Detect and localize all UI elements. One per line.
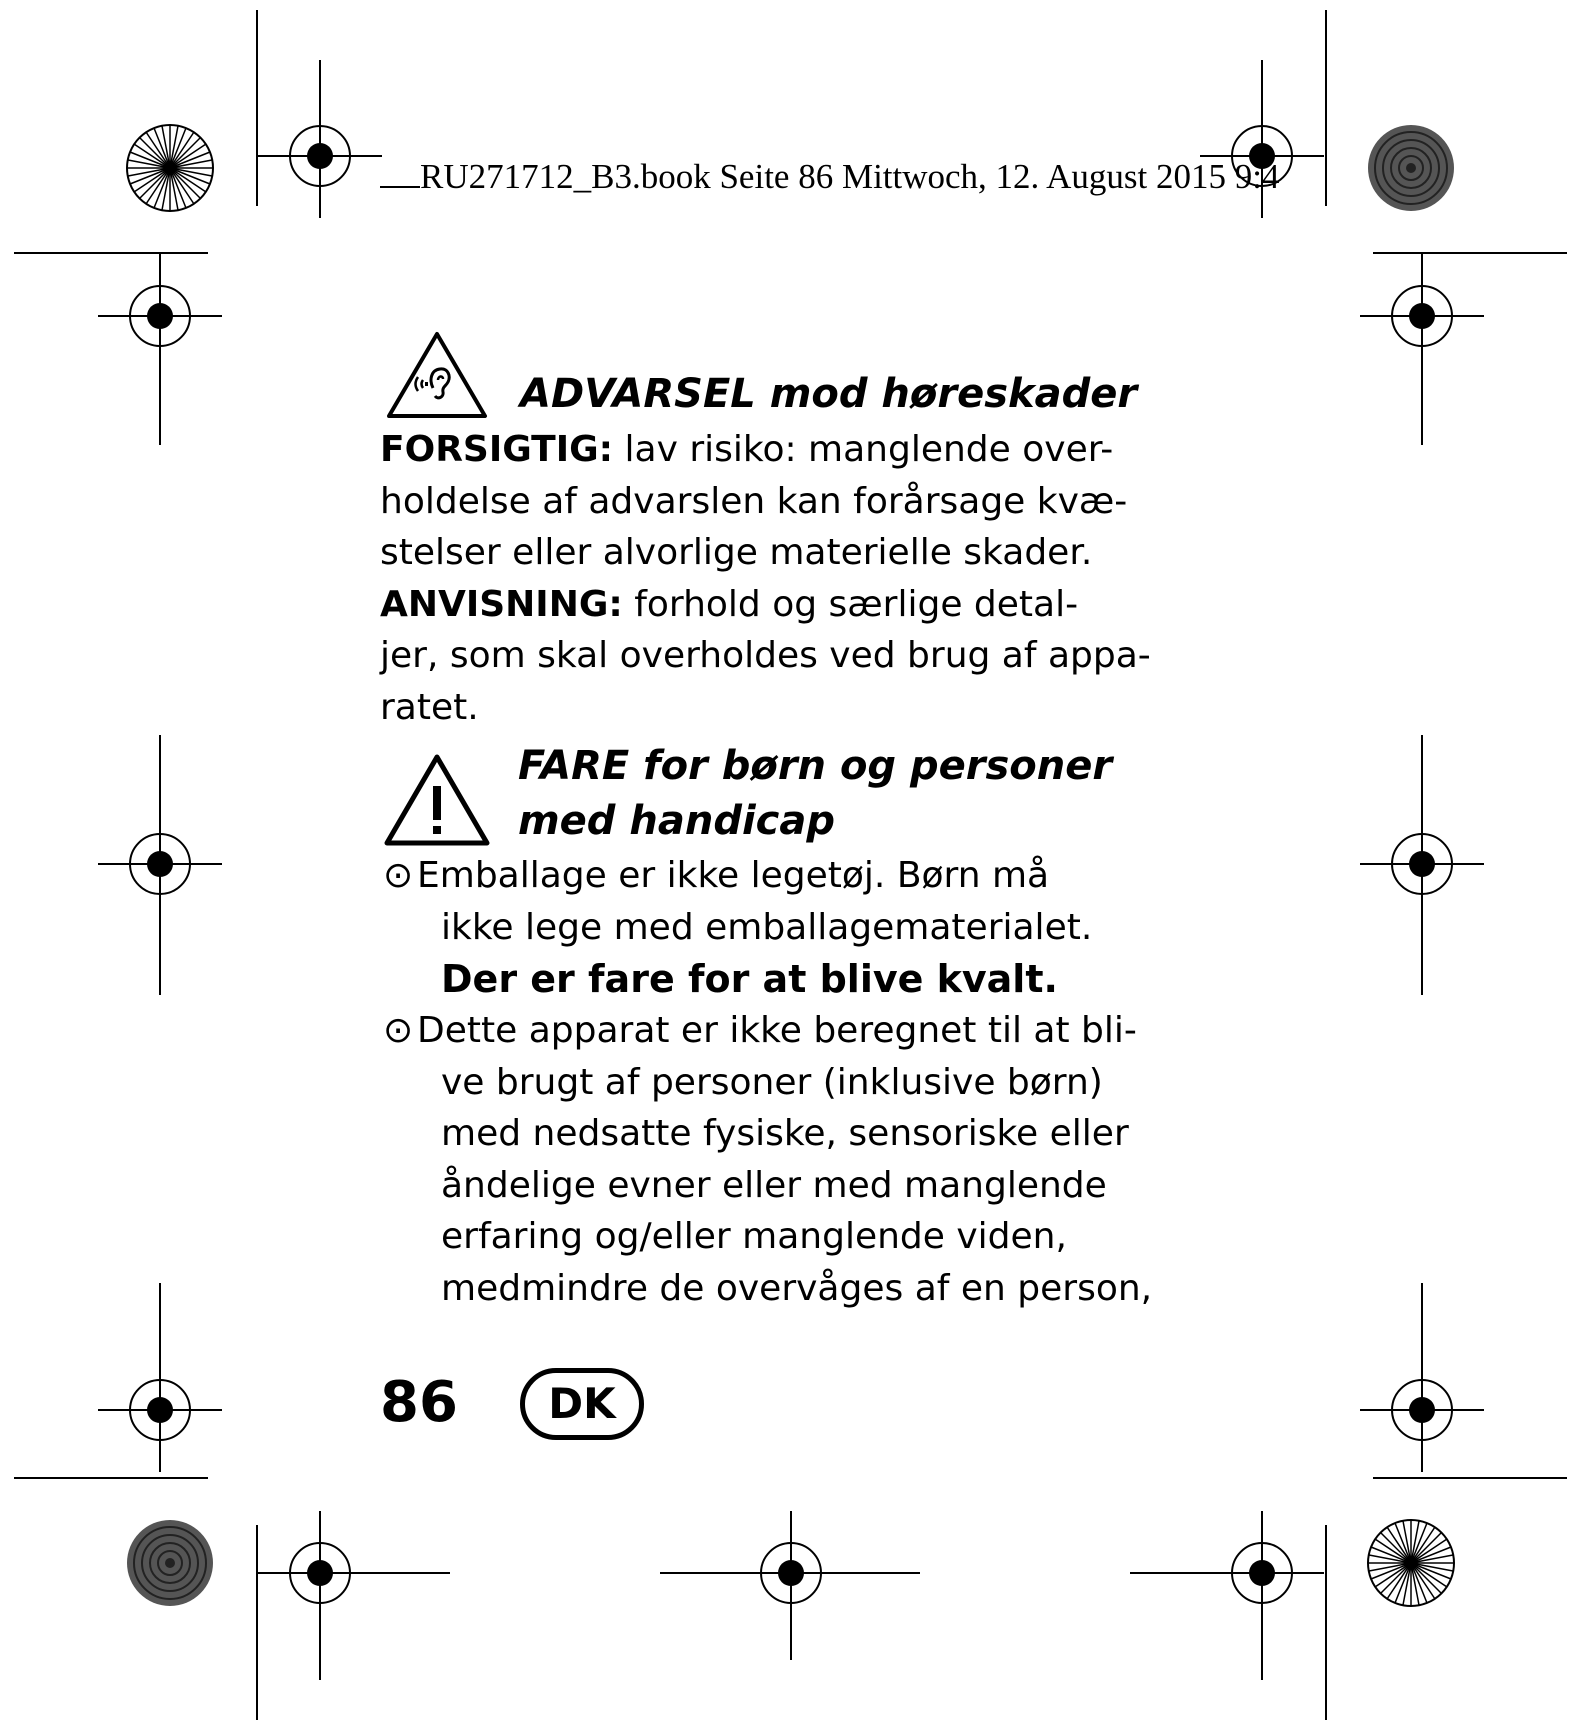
bullet1-text-1: Emballage er ikke legetøj. Børn må [417,855,1050,896]
bullet-icon: ⊙ [383,855,414,896]
exclamation-warning-icon [383,752,491,848]
section1-text-4: forhold og særlige detal- [622,584,1079,625]
anvisning-label: ANVISNING: [380,584,623,625]
section1-line-2: holdelse af advarslen kan forårsage kvæ- [380,481,1128,522]
section1-line-4 [380,579,1078,631]
slug-text: RU271712_B3.book Seite 86 Mittwoch, 12. August 2015 9:4 [420,157,1280,196]
forsigtig-label: FORSIGTIG: [380,429,614,470]
print-slug-header [380,152,1380,202]
ear-warning-icon [385,330,489,420]
section2-title-line1: FARE for børn og personer [518,743,1113,789]
section1-line-3: stelser eller alvorlige materielle skader. [380,532,1093,573]
section1-line-5: jer, som skal overholdes ved brug af appa- [380,635,1151,676]
bullet-icon: ⊙ [383,1010,414,1051]
section1-line-1 [380,424,1113,476]
language-badge: DK [520,1368,644,1440]
bullet2-line-3: med nedsatte fysiske, sensoriske eller [441,1113,1129,1154]
bullet1-line-2: ikke lege med emballagematerialet. [441,907,1093,948]
bullet2-line-1 [383,1005,1137,1057]
section1-line-6: ratet. [380,687,479,728]
section1-text-1: lav risiko: manglende over- [613,429,1114,470]
section1-title: ADVARSEL mod høreskader [520,371,1138,417]
bullet2-line-5: erfaring og/eller manglende viden, [441,1216,1067,1257]
slug-underscore [380,152,420,188]
section2-title-line2: med handicap [518,798,835,844]
bullet2-line-6: medmindre de overvåges af en person, [441,1268,1153,1309]
bullet1-line-1 [383,850,1049,902]
bullet2-line-4: åndelige evner eller med manglende [441,1165,1107,1206]
bullet2-text-1: Dette apparat er ikke beregnet til at bli- [417,1010,1137,1051]
page-number: 86 [380,1370,458,1435]
bullet1-bold-line: Der er fare for at blive kvalt. [441,957,1058,1001]
bullet2-line-2: ve brugt af personer (inklusive børn) [441,1062,1103,1103]
